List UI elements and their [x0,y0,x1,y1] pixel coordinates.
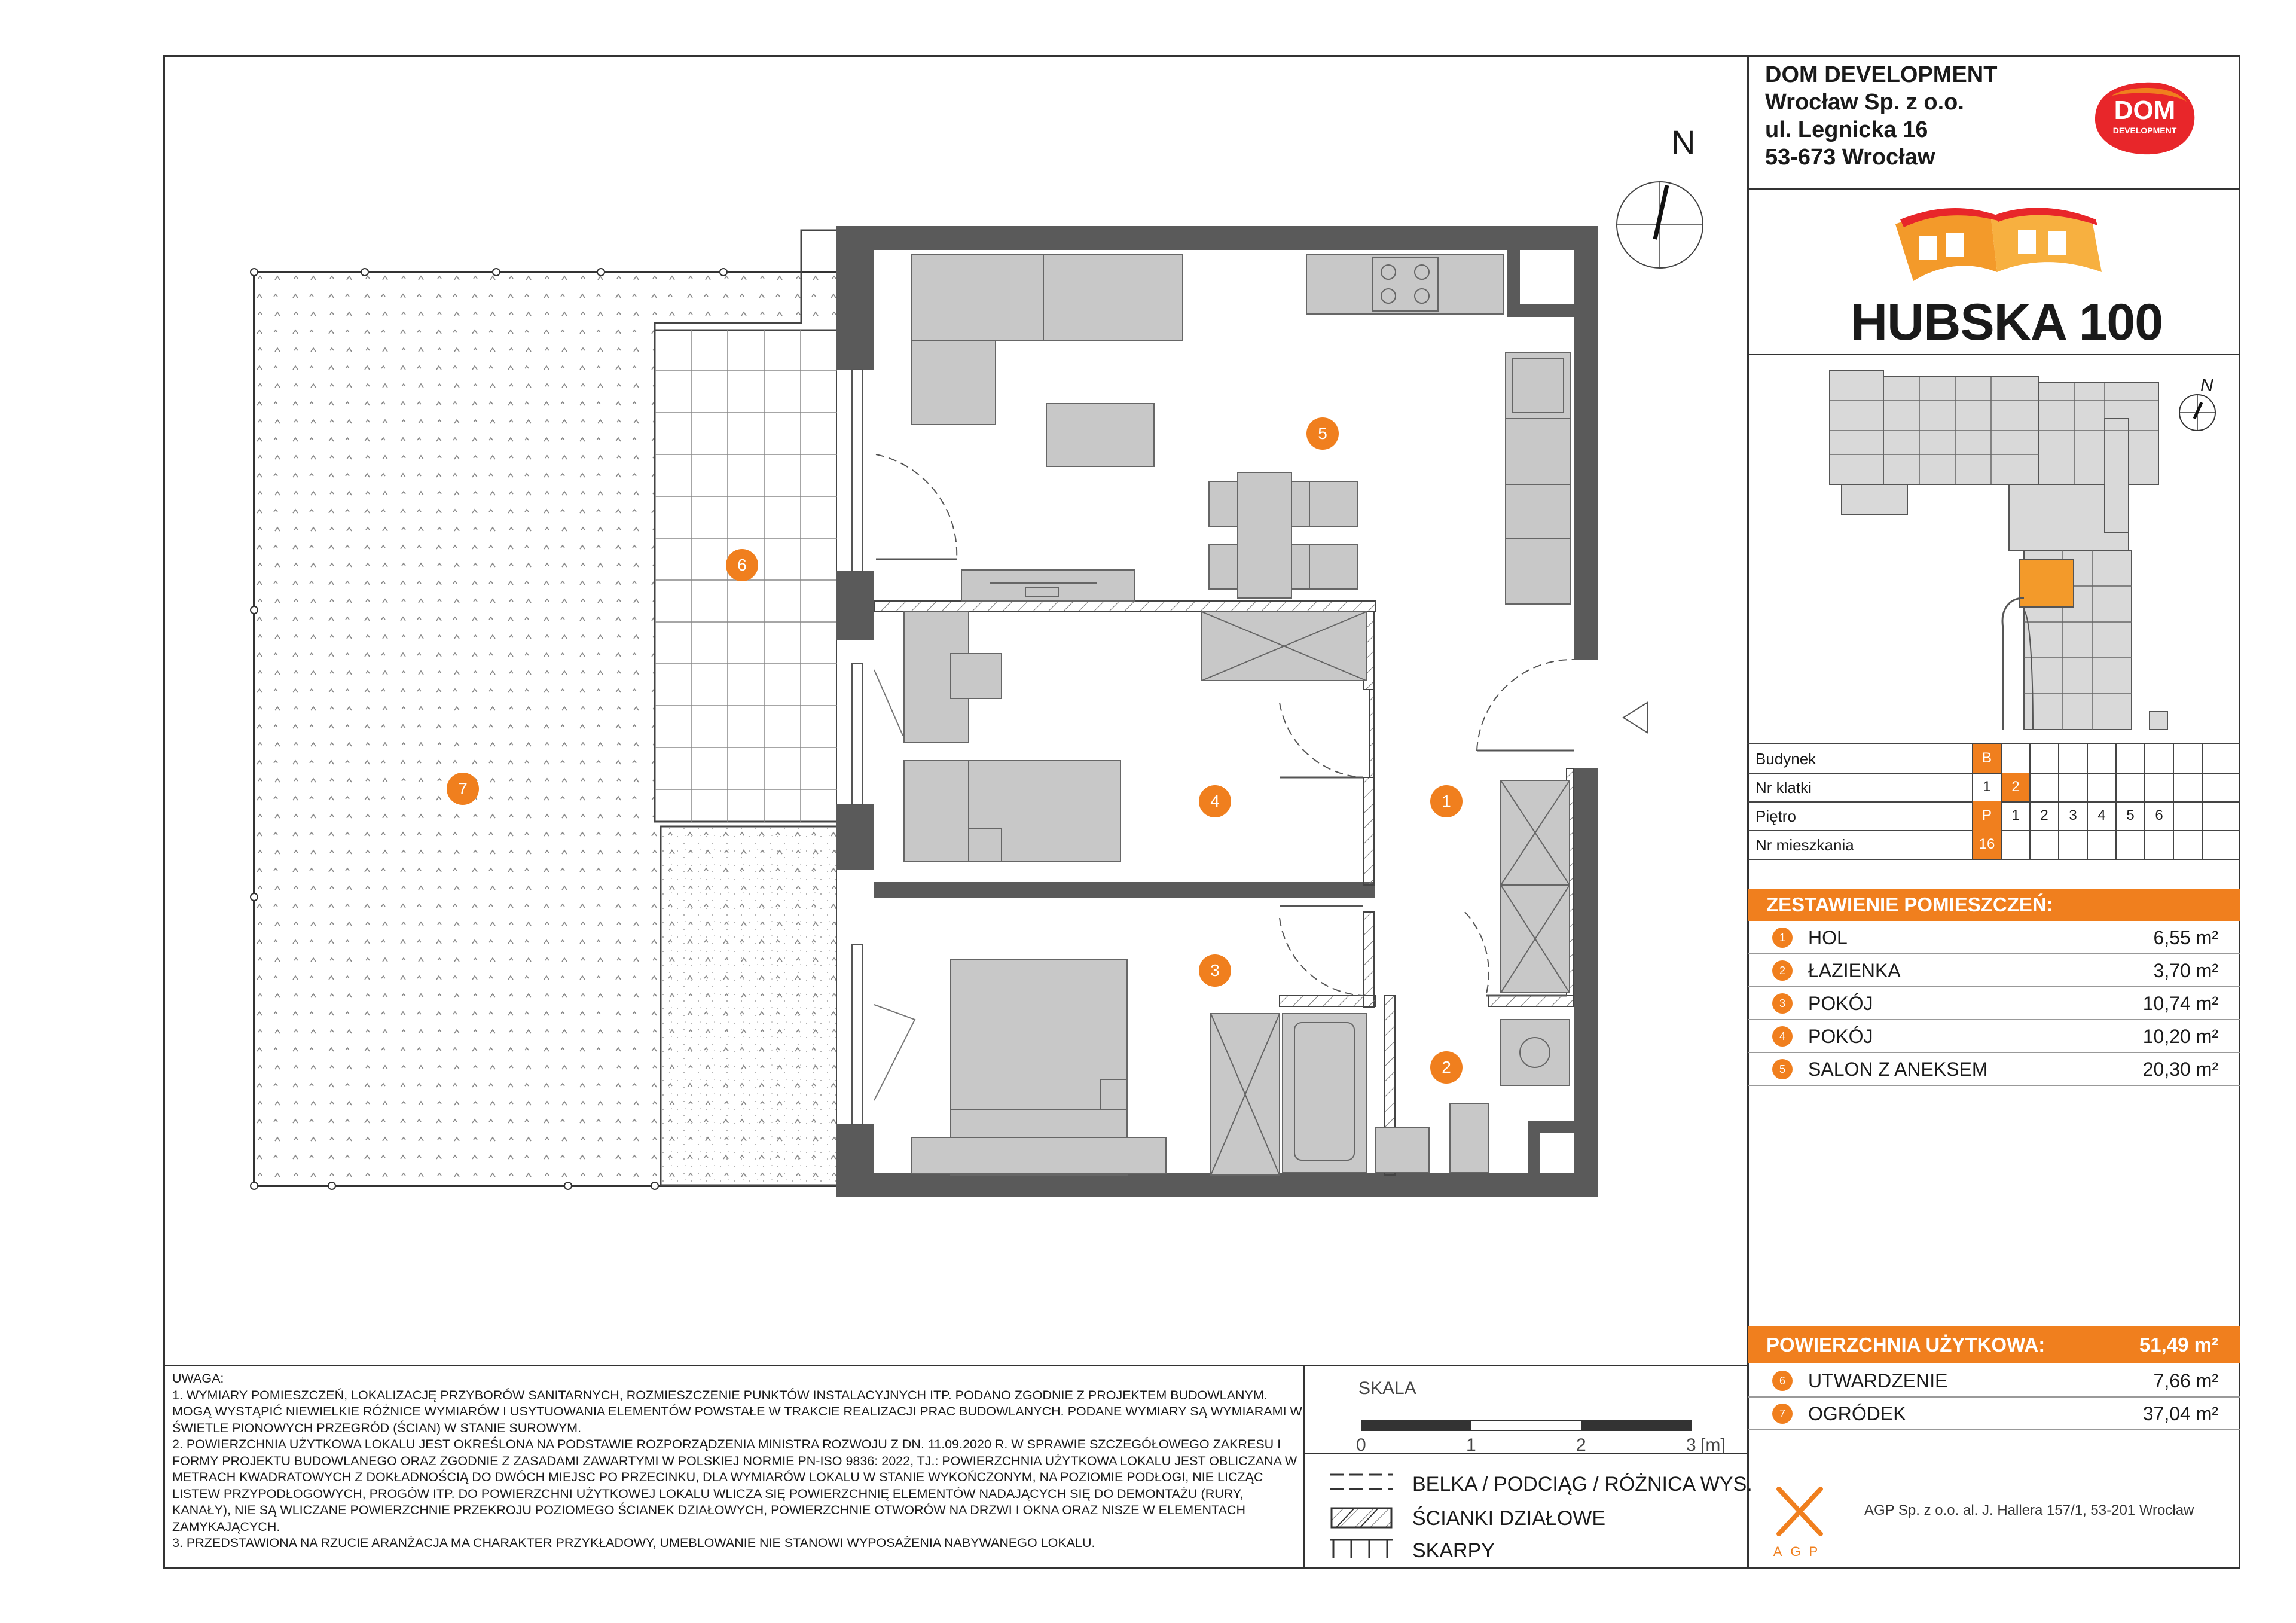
legend-partition-label: ŚCIANKI DZIAŁOWE [1412,1507,1606,1530]
location-cell [2058,744,2087,773]
notes [172,1371,1302,1552]
usable-area-bar [1748,1326,2240,1363]
room-area: 6,55 m² [2153,926,2218,948]
project-title: HUBSKA 100 [1851,294,2163,351]
location-row [1748,801,2240,831]
mini-north-label: N [2200,376,2213,395]
location-cell: 1 [1972,773,2001,801]
usable-area-value: 51,49 m² [2139,1334,2218,1356]
room-name: ŁAZIENKA [1808,959,1901,981]
location-cell: B [1972,744,2001,773]
paved-strip [661,826,837,1185]
area-value: 37,04 m² [2142,1402,2218,1424]
location-cell [2029,830,2058,859]
location-cell [2202,830,2230,859]
agp-logo-icon [1770,1483,1830,1546]
room-number: 2 [1772,960,1793,981]
company-city: 53-673 Wrocław [1765,145,1935,170]
panel-divider [163,1365,1748,1366]
room-row [1748,1054,2240,1086]
room-number: 1 [1772,928,1793,948]
location-cell [2029,744,2058,773]
extra-area-row [1748,1398,2240,1430]
note-1: 1. WYMIARY POMIESZCZEŃ, LOKALIZACJĘ PRZYBORÓW SANITARNYCH, ROZMIESZCZENIE PUNKTÓW INSTALACYJNYCH ITP. PODANO ZGODNIE Z PROJEKTEM BUDOWLANYM. MOGĄ WYSTĄPIĆ NIEWIELKIE RÓŻNICE WYMIARÓW I USYTUOWANIA ELEMENTÓW POWSTAŁE W TRAKCIE REALIZACJI PRAC BUDOWLANYCH. PODANE WYMIARY SĄ WYMIARAMI W ŚWIETLE PIONOWYCH PRZEGRÓD (ŚCIAN) W STANIE SUROWYM. [172,1387,1302,1435]
company-entity: Wrocław Sp. z o.o. [1765,90,1964,115]
logo-text-bottom: DEVELOPMENT [2112,126,2177,135]
logo-text-top: DOM [2114,96,2176,125]
company-name: DOM DEVELOPMENT [1765,62,1998,87]
location-cell [2173,744,2202,773]
panel-divider [1747,188,2240,190]
room-name: POKÓJ [1808,1025,1873,1047]
room-marker-2: 2 [1430,1051,1463,1084]
room-marker-3: 3 [1199,954,1231,987]
room-area: 20,30 m² [2142,1058,2218,1080]
room-marker-1: 1 [1430,785,1463,817]
company-info [1765,61,1997,171]
location-cell [2173,801,2202,830]
usable-area-label: POWIERZCHNIA UŻYTKOWA: [1766,1334,2045,1356]
location-cell [2001,830,2029,859]
notes-title: UWAGA: [172,1371,224,1386]
location-cell [2029,773,2058,801]
room-area: 10,74 m² [2142,992,2218,1014]
room-marker-6: 6 [726,549,758,581]
agp-logo-text: AGP [1773,1544,1827,1559]
location-cell [2087,773,2115,801]
company-street: ul. Legnicka 16 [1765,117,1928,142]
location-cell: 3 [2058,801,2087,830]
location-cell [2202,744,2230,773]
panel-divider [1303,1365,1305,1569]
room-name: HOL [1808,926,1848,948]
location-row [1748,744,2240,774]
location-cell [2173,773,2202,801]
scale-bar [1360,1420,1695,1436]
location-cell: 2 [2001,773,2029,801]
location-cell: 4 [2087,801,2115,830]
location-cell [2058,773,2087,801]
location-row [1748,773,2240,803]
room-number: 3 [1772,993,1793,1014]
location-cell: P [1972,801,2001,830]
architect-address: AGP Sp. z o.o. al. J. Hallera 157/1, 53-201 Wrocław [1864,1502,2194,1518]
location-cell [2058,830,2087,859]
scale-unit: [m] [1700,1435,1726,1455]
location-cell: 2 [2029,801,2058,830]
legend-beam-label: BELKA / PODCIĄG / RÓŻNICA WYS. [1412,1473,1752,1496]
location-row-label: Nr klatki [1755,779,1812,797]
scale-tick-1: 1 [1466,1435,1476,1455]
location-cell: 16 [1972,830,2001,859]
location-cell [2144,830,2173,859]
room-area: 10,20 m² [2142,1025,2218,1047]
room-name: SALON Z ANEKSEM [1808,1058,1988,1080]
location-cell [2115,830,2144,859]
room-area: 3,70 m² [2153,959,2218,981]
legend-beam-icon [1330,1470,1393,1497]
panel-divider [1747,354,2240,355]
room-number: 4 [1772,1026,1793,1047]
location-cell [2202,773,2230,801]
location-cell [2202,801,2230,830]
north-label: N [1671,123,1696,161]
location-cell: 6 [2144,801,2173,830]
rooms-header-label: ZESTAWIENIE POMIESZCZEŃ: [1766,893,2053,916]
room-number: 5 [1772,1059,1793,1079]
dom-logo [2088,78,2202,158]
room-marker-4: 4 [1199,785,1231,817]
extra-area-row [1748,1365,2240,1398]
scale-tick-2: 2 [1576,1435,1586,1455]
legend-partition-icon [1330,1506,1393,1533]
location-cell [2173,830,2202,859]
legend-reveal-icon [1330,1537,1393,1564]
location-cell [2115,744,2144,773]
scale-tick-3: 3 [1686,1435,1696,1455]
area-value: 7,66 m² [2153,1369,2218,1392]
location-row [1748,830,2240,860]
scale-tick-0: 0 [1356,1435,1366,1455]
location-cell [2087,830,2115,859]
mini-compass-icon [2176,392,2218,437]
film-strip-logo [1889,200,2111,293]
location-cell [2115,773,2144,801]
location-row-label: Budynek [1755,750,1816,768]
area-name: UTWARDZENIE [1808,1369,1948,1392]
room-marker-5: 5 [1306,417,1339,450]
note-2: 2. POWIERZCHNIA UŻYTKOWA LOKALU JEST OKREŚLONA NA PODSTAWIE ROZPORZĄDZENIA MINISTRA ROZWOJU Z DN. 11.09.2020 R. W SPRAWIE SZCZEGÓŁOWEGO ZAKRESU I FORMY PROJEKTU BUDOWLANEGO ORAZ ZGODNIE Z ZASADAMI ZAWARTYMI W POLSKIEJ NORMIE PN-ISO 9836: 2022, TJ.: POWIERZCHNIA UŻYTKOWA LOKALU JEST OBLICZANA W METRACH KWADRATOWYCH Z DOKŁADNOŚCIĄ DO DWÓCH MIEJSC PO PRZECINKU, DLA WYMIARÓW LOKALU W STANIE WYKOŃCZONYM, NA POZIOMIE PODŁOGI, NIE LICZĄC LISTEW PRZYPODŁOGOWYCH, PROGÓW ITP. DO POWIERZCHNI UŻYTKOWEJ LOKALU WLICZA SIĘ POWIERZCHNIĘ ELEMENTÓW NADAJĄCYCH SIĘ DO DEMONTAŻU (RURY, KANAŁY), NIE SĄ WLICZANE POWIERZCHNIE PRZEKROJU POZIOMEGO ŚCIANEK DZIAŁOWYCH, POWIERZCHNIE OTWORÓW NA DRZWI I OKNA ORAZ NISZE W ELEMENTACH ZAMYKAJĄCYCH. [172,1437,1297,1534]
location-row-label: Piętro [1755,807,1796,825]
location-cell [2144,773,2173,801]
legend-reveal-label: SKARPY [1412,1539,1495,1562]
location-cell: 1 [2001,801,2029,830]
scale-title: SKALA [1358,1378,1416,1398]
location-cell [2144,744,2173,773]
room-row [1748,988,2240,1020]
panel-divider [1303,1453,1748,1454]
site-key-plan [1818,359,2200,745]
room-row [1748,1021,2240,1053]
room-marker-7: 7 [447,773,479,805]
area-number: 6 [1772,1371,1793,1391]
note-3: 3. PRZEDSTAWIONA NA RZUCIE ARANŻACJA MA CHARAKTER PRZYKŁADOWY, UMEBLOWANIE NIE STANOWI WYPOSAŻENIA NABYWANEGO LOKALU. [172,1536,1095,1550]
location-cell: 5 [2115,801,2144,830]
location-cell [2087,744,2115,773]
room-name: POKÓJ [1808,992,1873,1014]
location-row-label: Nr mieszkania [1755,836,1854,854]
location-cell [2001,744,2029,773]
room-row [1748,955,2240,987]
room-row [1748,922,2240,954]
area-number: 7 [1772,1404,1793,1424]
rooms-header [1748,889,2240,921]
area-name: OGRÓDEK [1808,1402,1906,1424]
